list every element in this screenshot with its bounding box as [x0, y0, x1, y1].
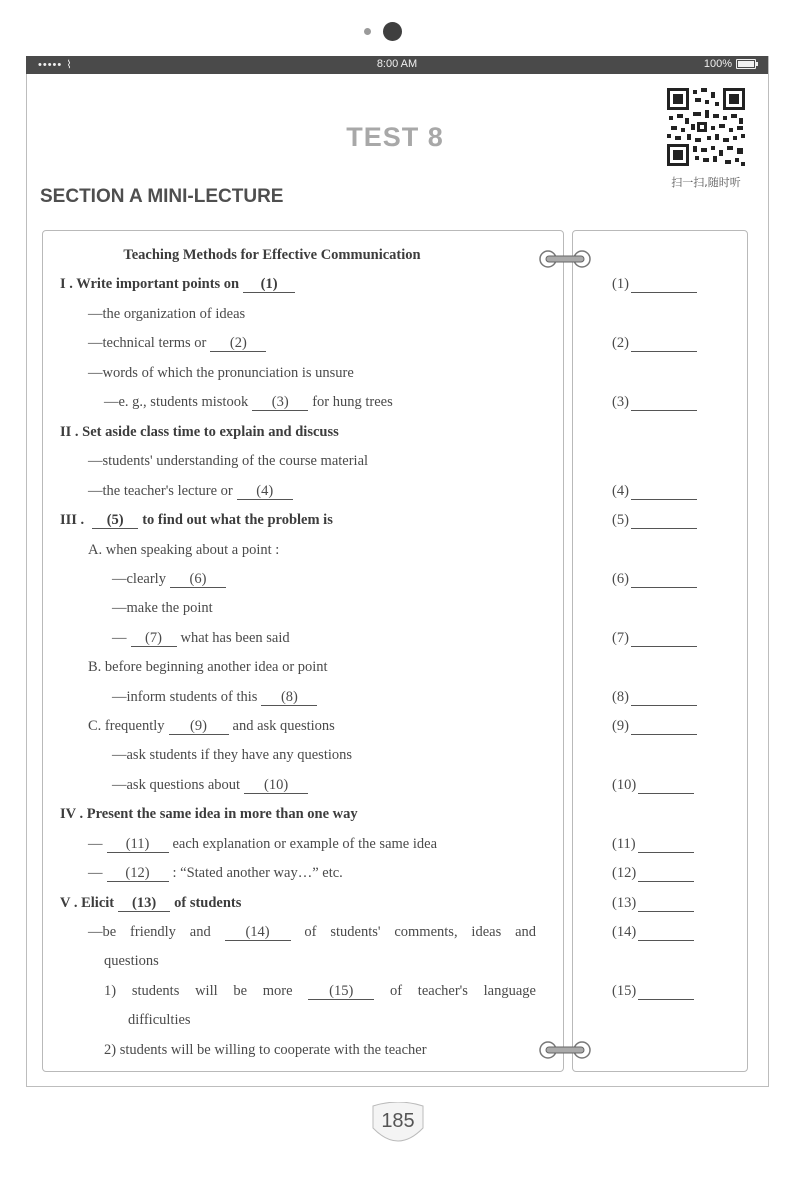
blank-4: (4) [237, 483, 293, 500]
qr-code-icon[interactable] [667, 88, 745, 166]
wifi-icon: ⌇ [66, 59, 73, 71]
answer-12[interactable]: (12) [612, 865, 694, 882]
note-line-1: I . Write important points on (1) [60, 276, 299, 293]
status-bar [26, 56, 768, 74]
blank-14: (14) [225, 924, 291, 941]
battery-text: 100% [703, 58, 732, 70]
note-line-9: III . (5) to find out what the problem is [60, 512, 333, 528]
note-line-25: 1) students will be more (15) of teacher's language [104, 983, 536, 999]
signal-icon: ••••• ⌇ [38, 59, 73, 71]
blank-15: (15) [308, 983, 374, 1000]
note-line-22: V . Elicit (13) of students [60, 895, 242, 911]
answer-4[interactable]: (4) [612, 483, 697, 500]
note-line-17: —ask students if they have any questions [112, 747, 353, 763]
blank-2: (2) [210, 335, 266, 352]
note-line-6: II . Set aside class time to explain and discuss [60, 424, 339, 440]
status-time: 8:00 AM [376, 58, 418, 70]
note-line-24: questions [104, 953, 159, 969]
answer-11[interactable]: (11) [612, 836, 694, 853]
blank-6: (6) [170, 571, 226, 588]
answer-2[interactable]: (2) [612, 335, 697, 352]
answer-14[interactable]: (14) [612, 924, 694, 941]
blank-12: (12) [107, 865, 169, 882]
answer-5[interactable]: (5) [612, 512, 697, 529]
blank-3: (3) [252, 394, 308, 411]
note-line-4: —words of which the pronunciation is unsure [88, 365, 354, 381]
note-line-16: C. frequently (9) and ask questions [88, 718, 335, 734]
note-line-21: — (12) : “Stated another way…” etc. [88, 865, 343, 881]
answer-10[interactable]: (10) [612, 777, 694, 794]
lecture-notes-panel [42, 230, 564, 1072]
blank-1: (1) [243, 276, 295, 293]
sensor-dot [364, 28, 371, 35]
note-line-27: 2) students will be willing to cooperate with the teacher [104, 1042, 427, 1058]
battery-status [704, 58, 756, 70]
blank-9: (9) [169, 718, 229, 735]
note-line-5: —e. g., students mistook (3) for hung trees [104, 394, 393, 410]
binder-ring-top-icon [538, 249, 592, 269]
blank-10: (10) [244, 777, 308, 794]
blank-8: (8) [261, 689, 317, 706]
answer-15[interactable]: (15) [612, 983, 694, 1000]
note-line-3: —technical terms or (2) [88, 335, 270, 352]
note-line-11: —clearly (6) [112, 571, 230, 588]
note-line-7: —students' understanding of the course material [88, 453, 369, 469]
answer-1[interactable]: (1) [612, 276, 697, 293]
note-line-14: B. before beginning another idea or point [88, 659, 328, 675]
answer-3[interactable]: (3) [612, 394, 697, 411]
note-line-18: —ask questions about (10) [112, 777, 312, 794]
blank-11: (11) [107, 836, 169, 853]
test-title: TEST 8 [346, 122, 444, 152]
page-number-text: 185 [381, 1110, 415, 1132]
binder-ring-bottom-icon [538, 1040, 592, 1060]
blank-7: (7) [131, 630, 177, 647]
answer-13[interactable]: (13) [612, 895, 694, 912]
note-line-23: —be friendly and (14) of students' comments, ideas and [88, 924, 536, 940]
blank-5: (5) [92, 512, 138, 529]
lecture-title: Teaching Methods for Effective Communication [123, 247, 421, 263]
note-line-19: IV . Present the same idea in more than one way [60, 806, 358, 822]
note-line-20: — (11) each explanation or example of the same idea [88, 836, 438, 852]
qr-caption: 扫一扫,随时听 [671, 176, 741, 189]
section-title: SECTION A MINI-LECTURE [40, 186, 284, 207]
note-line-2: —the organization of ideas [88, 306, 246, 322]
blank-13: (13) [118, 895, 170, 912]
note-line-8: —the teacher's lecture or (4) [88, 483, 297, 500]
note-line-15: —inform students of this (8) [112, 689, 321, 706]
camera-dot [383, 22, 402, 41]
answer-panel [572, 230, 748, 1072]
note-line-13: — (7) what has been said [112, 630, 290, 646]
note-line-12: —make the point [112, 600, 213, 616]
battery-icon [736, 59, 756, 69]
device-camera [0, 22, 800, 42]
answer-8[interactable]: (8) [612, 689, 697, 706]
answer-7[interactable]: (7) [612, 630, 697, 647]
note-line-26: difficulties [128, 1012, 191, 1028]
note-line-10: A. when speaking about a point : [88, 542, 280, 558]
page-number [371, 1102, 425, 1146]
answer-9[interactable]: (9) [612, 718, 697, 735]
answer-6[interactable]: (6) [612, 571, 697, 588]
